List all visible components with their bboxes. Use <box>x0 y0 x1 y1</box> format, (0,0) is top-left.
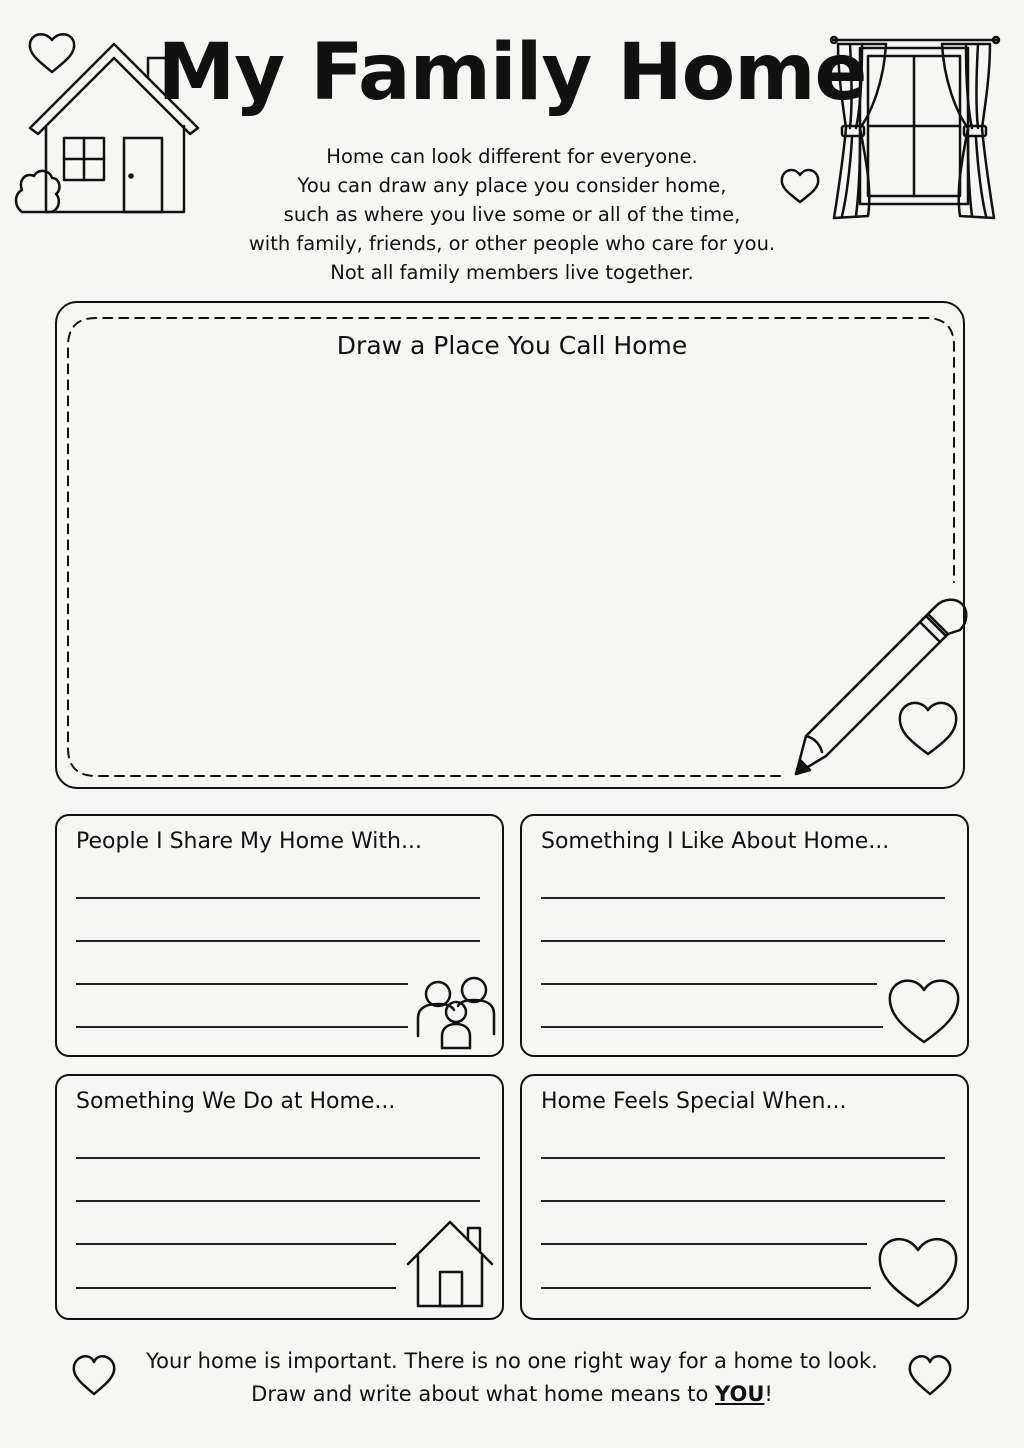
page-title: My Family Home <box>157 28 867 118</box>
card-title: People I Share My Home With... <box>76 829 422 854</box>
drawing-area-title: Draw a Place You Call Home <box>336 331 688 360</box>
footer-message <box>130 1345 894 1411</box>
footer-line-2-prefix: Draw and write about what home means to <box>251 1382 716 1406</box>
intro-line: such as where you live some or all of the time, <box>283 203 741 226</box>
card-title: Home Feels Special When... <box>541 1089 847 1114</box>
footer-line-2-suffix: ! <box>764 1382 773 1406</box>
intro-line: with family, friends, or other people who care for you. <box>248 232 776 255</box>
intro-line: Home can look different for everyone. <box>326 145 698 168</box>
footer-emphasis: YOU <box>715 1382 765 1406</box>
footer-line-1: Your home is important. There is no one right way for a home to look. <box>146 1349 878 1373</box>
intro-line: You can draw any place you consider home, <box>297 174 727 197</box>
footer-line-2 <box>130 1378 894 1411</box>
card-title: Something We Do at Home... <box>76 1089 396 1114</box>
intro-line: Not all family members live together. <box>330 261 694 284</box>
card-title: Something I Like About Home... <box>541 829 890 854</box>
